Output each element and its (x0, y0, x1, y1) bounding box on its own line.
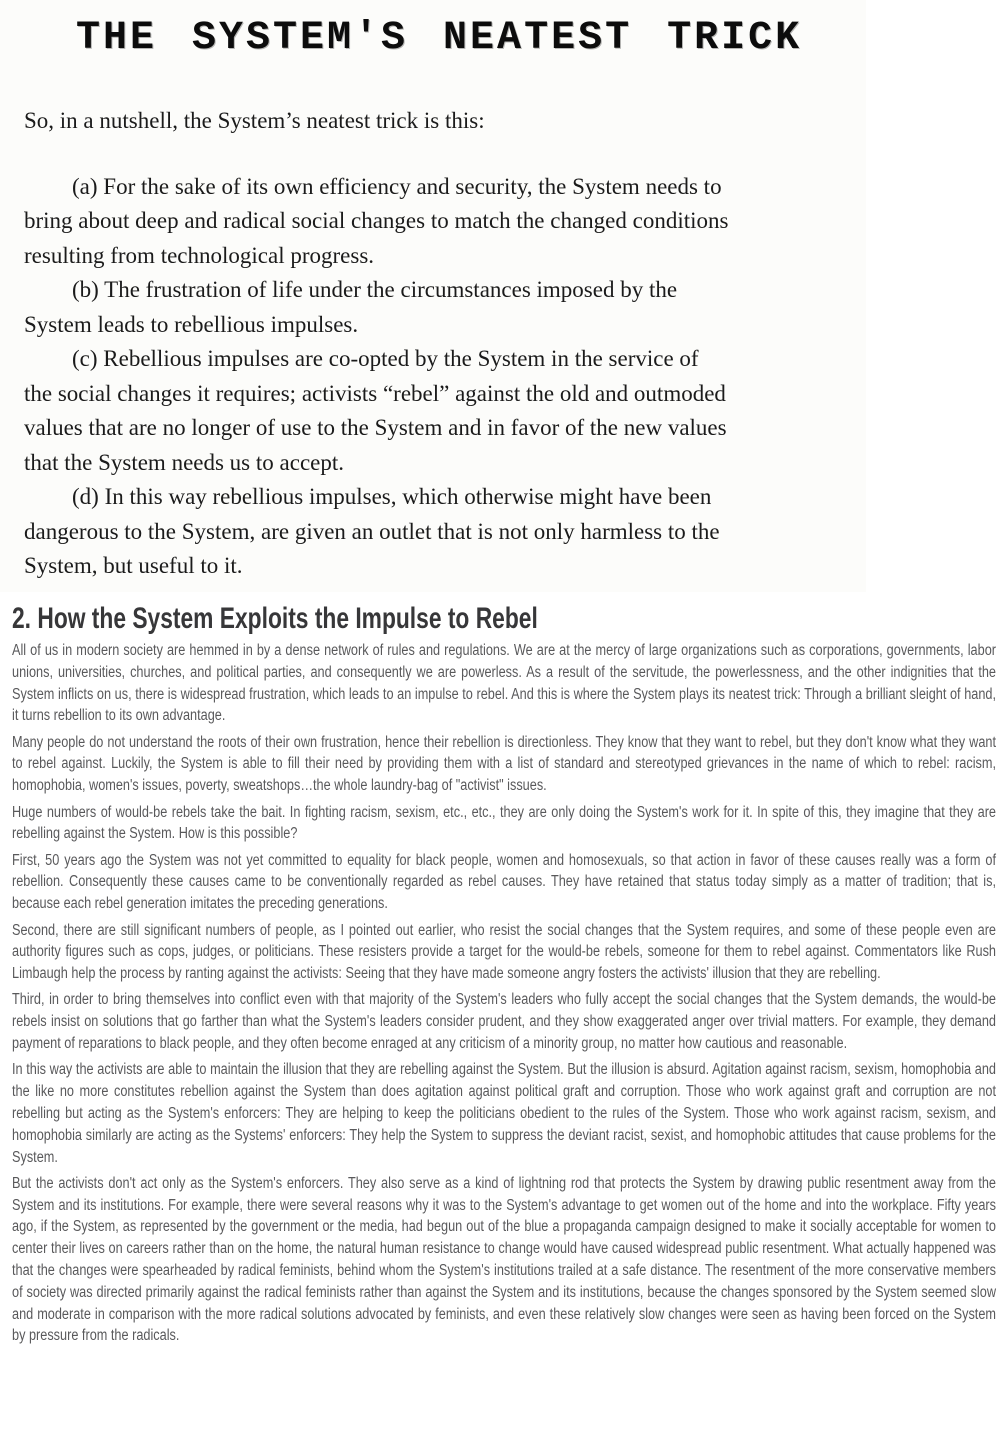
scanned-intro-line: So, in a nutshell, the System’s neatest trick is this: (24, 108, 485, 133)
article-paragraph: Huge numbers of would-be rebels take the bait. In fighting racism, sexism, etc., etc., they are only doing the System's work for it. In spite of this, they imagine that they are rebelling against the System. How is this possible? (12, 803, 996, 843)
scanned-line: bring about deep and radical social changes to match the changed conditions (24, 208, 729, 233)
scanned-excerpt-image (0, 0, 866, 592)
article-body (12, 640, 996, 1352)
article-paragraph: In this way the activists are able to maintain the illusion that they are rebelling against the System. But the illusion is absurd. Agitation against racism, sexism, homophobia and the like no more constitutes rebellion against the System than does agitation against political graft and corruption. Those who work against graft and corruption are not rebelling but acting as the System's enforcers: They are helping to keep the politicians obedient to the rules of the System. Those who work against racism, sexism, and homophobia similarly are acting as the Systems' enforcers: They help the System to suppress the deviant racist, sexist, and homophobic attitudes that cause problems for the System. (12, 1061, 996, 1166)
scanned-line: values that are no longer of use to the System and in favor of the new values (24, 415, 727, 440)
article-paragraph: Third, in order to bring themselves into conflict even with that majority of the System's leaders who fully accept the social changes that the System demands, the would-be rebels insist on solutions that go farther than what the System's leaders consider prudent, and they show exaggerated anger over trivial matters. For example, they demand payment of reparations to black people, and they often become enraged at any criticism of a minority group, no matter how cautious and reasonable. (12, 991, 996, 1053)
scanned-line: (c) Rebellious impulses are co-opted by the System in the service of (72, 346, 699, 371)
article-paragraph: All of us in modern society are hemmed in by a dense network of rules and regulations. We are at the mercy of large organizations such as corporations, governments, labor unions, universities, churches, and political parties, and consequently we are powerless. As a result of the servitude, the powerlessness, and the other indignities that the System inflicts on us, there is widespread frustration, which leads to an impulse to rebel. And this is where the System plays its neatest trick: Through a brilliant sleight of hand, it turns rebellion to its own advantage. (12, 642, 996, 725)
scanned-line: resulting from technological progress. (24, 242, 375, 268)
scanned-line: (a) For the sake of its own efficiency and security, the System needs to (72, 173, 722, 199)
scanned-line: that the System needs us to accept. (24, 449, 345, 475)
scanned-line: dangerous to the System, are given an outlet that is not only harmless to the (24, 518, 720, 544)
section-heading (12, 601, 704, 637)
scanned-line: (d) In this way rebellious impulses, which otherwise might have been (72, 484, 712, 509)
article-paragraph: Second, there are still significant numbers of people, as I pointed out earlier, who resist the social changes that the System requires, and some of these people even are authority figures such as cops, judges, or politicians. These resisters provide a target for the would-be rebels, someone for them to rebel against. Commentators like Rush Limbaugh help the process by ranting against the activists: Seeing that they have made someone angry fosters the activists' illusion that they are rebelling. (12, 921, 996, 983)
scanned-text-block (0, 104, 866, 584)
scanned-line: System, but useful to it. (24, 553, 243, 578)
article-paragraph: But the activists don't act only as the System's enforcers. They also serve as a kind of lightning rod that protects the System by drawing public resentment away from the System and its institutions. For example, there were several reasons why it was to the System's advantage to get women out of the home and into the workplace. Fifty years ago, if the System, as represented by the government or the media, had begun out of the blue a propaganda campaign designed to make it socially acceptable for women to center their lives on careers rather than on the home, the natural human resistance to change would have caused widespread public resentment. What actually happened was that the changes were spearheaded by radical feminists, behind whom the System's institutions trailed at a safe distance. The resentment of the more conservative members of society was directed primarily against the radical feminists rather than against the System and its institutions, because the changes sponsored by the System seemed slow and moderate in comparison with the more radical solutions advocated by feminists, and even these relatively slow changes were seen as having been forced on the System by pressure from the radicals. (12, 1174, 996, 1345)
scanned-line: (b) The frustration of life under the circumstances imposed by the (72, 277, 678, 302)
scanned-line: the social changes it requires; activists “rebel” against the old and outmoded (24, 380, 726, 406)
scanned-title: THE SYSTEM'S NEATEST TRICK (76, 16, 803, 61)
scanned-line: System leads to rebellious impulses. (24, 311, 359, 337)
article-paragraph: First, 50 years ago the System was not yet committed to equality for black people, women and homosexuals, so that action in favor of these causes really was a form of rebellion. Consequently these causes came to be conventionally regarded as rebel causes. They have retained that status today simply as a matter of tradition; that is, because each rebel generation imitates the preceding generations. (12, 851, 996, 913)
section-heading-text: 2. How the System Exploits the Impulse to Rebel (12, 602, 538, 635)
article-paragraph: Many people do not understand the roots of their own frustration, hence their rebellion is directionless. They know that they want to rebel, but they don't know what they want to rebel against. Luckily, the System is able to fill their need by providing them with a list of standard and stereotyped grievances in the name of which to rebel: racism, homophobia, women's issues, poverty, sweatshops…the whole laundry-bag of "activist" issues. (12, 733, 996, 795)
scanned-list (24, 170, 866, 584)
